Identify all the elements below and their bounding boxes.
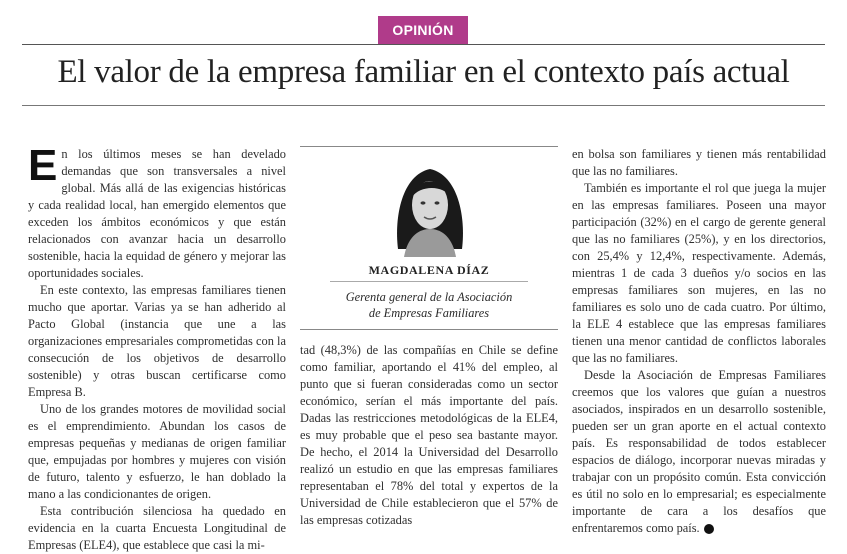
paragraph: Uno de los grandes motores de movilidad social es el emprendimiento. Abundan los casos de empresas pequeñas y medianas de origen familiar que, empujadas por hombres y mujeres con visión de futuro, talento y esfuerzo, le han doblado la mano a las condicionantes de origen. xyxy=(28,402,286,501)
author-name: MAGDALENA DÍAZ xyxy=(368,263,490,277)
top-divider xyxy=(22,44,825,45)
paragraph-text: Desde la Asociación de Empresas Familiares creemos que los valores que guían a nuestros asociados, inspirados en un desarrollo sostenible, pueden ser un gran aporte en el actual contexto país. Es responsabilidad de todos establecer espacios de diálogo, incorporar nuevas miradas y trabajar con un propósito común. Esta convicción es útil no solo en lo empresarial; es especialmente importante de cara a los desafíos que enfrentaremos como país. xyxy=(572,368,826,535)
author-role-line: Gerenta general de la Asociación xyxy=(345,290,513,304)
paragraph xyxy=(28,141,286,282)
author-box xyxy=(300,146,558,330)
paragraph-text: n los últimos meses se han develado demandas que son transversales a nivel global. Más allá de las exigencias históricas y cada realidad local, han emergido elementos que exceden los ámbitos económicos y que están relacionados con avanzar hacia un desarrollo sostenible, hacia la equidad de género y mejorar las oportunidades sociales. xyxy=(28,147,286,280)
section-tag: OPINIÓN xyxy=(378,16,468,44)
article-column-3 xyxy=(572,146,826,537)
author-role xyxy=(300,289,558,321)
paragraph: También es importante el rol que juega la mujer en las empresas familiares. Poseen una mayor participación (32%) en el cargo de gerente general que las no familiares (25%), y en los directorios, con 25,4% y 12,4%, respectivamente. Además, mientras 1 de cada 3 dueños y/o socios en las empresas familiares son mujeres, en las no familiares es solo uno de cada cuatro. Por último, la ELE 4 establece que las empresas familiares tienen una menor cantidad de conflictos laborales que las no familiares. xyxy=(572,181,826,365)
author-portrait xyxy=(384,157,476,257)
paragraph xyxy=(572,367,826,537)
headline-divider xyxy=(22,105,825,106)
paragraph: tad (48,3%) de las compañías en Chile se define como familiar, aportando el 41% del empleo, al punto que si fueran consideradas como un sector económico, serían el más importante del país. Dadas las restricciones metodológicas de la ELE4, es muy probable que el peso sea bastante mayor. De hecho, el 2014 la Universidad del Desarrollo realizó un estudio en que las empresas familiares representaban el 78% del total y expertos de la Universidad de Chile establecieron que el 57% de las empresas cotizadas xyxy=(300,343,558,527)
article-column-1 xyxy=(28,141,286,554)
end-of-article-icon: P xyxy=(704,524,714,534)
dropcap: E xyxy=(28,141,58,190)
article-column-2 xyxy=(300,342,558,529)
author-role-line: de Empresas Familiares xyxy=(368,306,490,320)
headline: El valor de la empresa familiar en el contexto país actual xyxy=(57,54,790,90)
paragraph: Esta contribución silenciosa ha quedado en evidencia en la cuarta Encuesta Longitudinal de Empresas (ELE4), que establece que casi la mi- xyxy=(28,504,286,552)
paragraph: en bolsa son familiares y tienen más rentabilidad que las no familiares. xyxy=(572,147,826,178)
author-divider xyxy=(330,281,528,282)
paragraph: En este contexto, las empresas familiares tienen mucho que aportar. Varias ya se han adherido al Pacto Global (instancia que une a las organizaciones empresariales comprometidas con la consecución de los objetivos de desarrollo sostenible) y otras buscan certificarse como Empresa B. xyxy=(28,283,286,399)
